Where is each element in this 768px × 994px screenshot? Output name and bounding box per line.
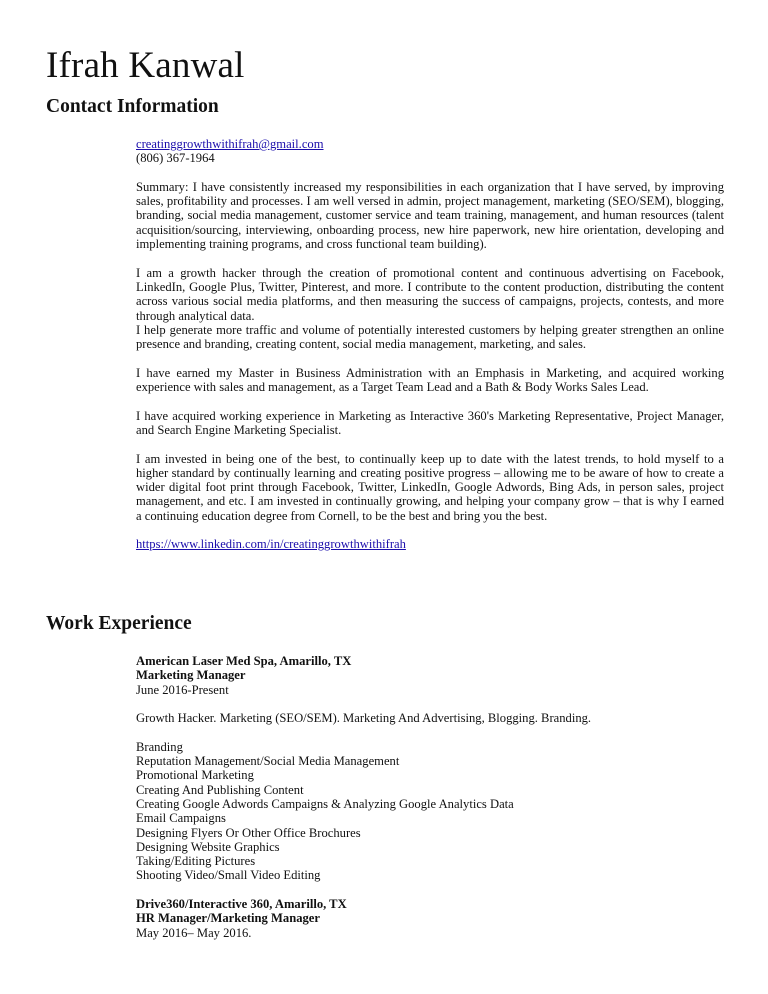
job-dates: June 2016-Present [136, 682, 229, 697]
resume-name: Ifrah Kanwal [46, 45, 245, 86]
education-paragraph: I have earned my Master in Business Administration with an Emphasis in Marketing, and acquired working experience with sales and management, as a Target Team Lead and a Bath & Body Works Sales Lead. [136, 365, 724, 395]
growth-paragraph: I am a growth hacker through the creation of promotional content and continuous advertising on Facebook, LinkedIn, Google Plus, Twitter, Pinterest, and more. I contribute to the content production, distributing the content across various social media platforms, and then measuring the success of campaigns, projects, contests, and more through analytical data. [136, 265, 724, 323]
job-entry [136, 897, 724, 940]
invested-paragraph: I am invested in being one of the best, to continually keep up to date with the latest trends, to hold myself to a higher standard by continually learning and creating positive progress – allowing me to be aware of how to create a wider digital foot print through Facebook, Twitter, LinkedIn, Google Adwords, Bing Ads, in person sales, project management, and etc. I am invested in continually growing, and helping your company grow – that is why I earned a continuing education degree from Cornell, to be the best and bring you the best. [136, 451, 724, 523]
duty-item: Creating And Publishing Content [136, 782, 304, 797]
job-entry [136, 654, 724, 883]
email-link[interactable]: creatinggrowthwithifrah@gmail.com [136, 137, 324, 151]
work-heading: Work Experience [46, 613, 192, 634]
experience-paragraph: I have acquired working experience in Marketing as Interactive 360's Marketing Representative, Project Manager, and Search Engine Marketing Specialist. [136, 408, 724, 437]
job-company: American Laser Med Spa, Amarillo, TX [136, 654, 352, 668]
duty-item: Branding [136, 739, 183, 754]
phone-number: (806) 367-1964 [136, 151, 215, 166]
job-company: Drive360/Interactive 360, Amarillo, TX [136, 897, 347, 912]
duty-item: Promotional Marketing [136, 768, 254, 783]
job-title: HR Manager/Marketing Manager [136, 911, 320, 926]
duty-item: Reputation Management/Social Media Management [136, 754, 400, 769]
traffic-paragraph: I help generate more traffic and volume of potentially interested customers by helping greater strengthen an online presence and branding, creating content, social media management, marketing, and sales. [136, 322, 724, 352]
job-dates: May 2016– May 2016. [136, 925, 252, 940]
duty-item: Designing Website Graphics [136, 839, 280, 854]
job-title: Marketing Manager [136, 668, 246, 683]
work-section [136, 654, 724, 940]
contact-section [136, 137, 724, 552]
duty-item: Designing Flyers Or Other Office Brochures [136, 825, 361, 840]
contact-heading: Contact Information [46, 96, 219, 117]
duty-item: Creating Google Adwords Campaigns & Analyzing Google Analytics Data [136, 796, 514, 811]
duty-item: Taking/Editing Pictures [136, 854, 256, 869]
job-summary: Growth Hacker. Marketing (SEO/SEM). Marketing And Advertising, Blogging. Branding. [136, 711, 592, 726]
linkedin-link[interactable]: https://www.linkedin.com/in/creatinggrowthwithifrah [136, 537, 406, 552]
summary-paragraph: Summary: I have consistently increased my responsibilities in each organization that I have served, by improving sales, profitability and processes. I am well versed in admin, project management, marketing (SEO/SEM), blogging, branding, social media management, customer service and team training, management, and human resources (talent acquisition/sourcing, interviewing, onboarding process, new hire paperwork, new hire orientation, developing and implementing training programs, and cross functional team building). [136, 179, 724, 252]
duty-item: Shooting Video/Small Video Editing [136, 868, 321, 883]
duty-item: Email Campaigns [136, 811, 226, 826]
